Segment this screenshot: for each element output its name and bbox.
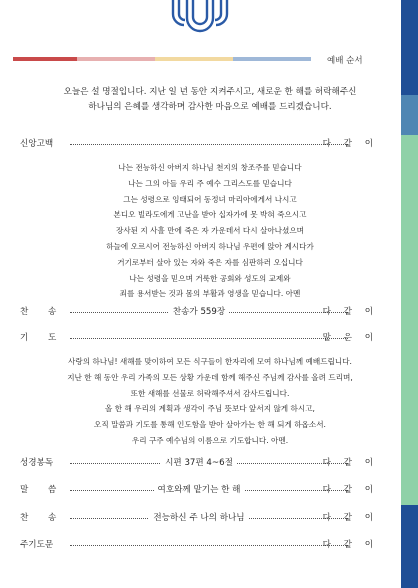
prayer-line: 지난 한 해 동안 우리 가족의 모든 상황 가운데 함께 해주신 주님께 감사를 올려 드리며, bbox=[67, 372, 353, 382]
creed-line: 나는 성령을 믿으며 거룩한 공회와 성도의 교제와 bbox=[129, 273, 291, 283]
hymn-title: 전능하신 주 나의 하나님 bbox=[149, 513, 248, 523]
creed-line: 장사된 지 사흘 만에 죽은 자 가운데서 다시 살아나셨으며 bbox=[115, 226, 305, 236]
stripe-segment bbox=[13, 57, 77, 61]
order-label-char: 도 bbox=[48, 333, 57, 343]
apostles-creed-text bbox=[20, 160, 400, 302]
order-row-hymn bbox=[20, 305, 378, 319]
order-label: 신앙고백 bbox=[20, 139, 54, 149]
church-logo-icon bbox=[165, 0, 235, 36]
order-leader: 맡 은 이 bbox=[322, 333, 378, 343]
order-leader: 다 같 이 bbox=[322, 540, 378, 550]
sidebar-segment bbox=[401, 505, 418, 588]
scripture-reference: 시편 37편 4~6절 bbox=[161, 458, 237, 468]
order-label-char: 말 bbox=[20, 485, 29, 495]
order-leader: 다 같 이 bbox=[322, 307, 378, 317]
order-leader: 다 같 이 bbox=[322, 458, 378, 468]
order-row-lords-prayer bbox=[20, 538, 378, 552]
order-row-sermon bbox=[20, 483, 378, 497]
order-label-char: 송 bbox=[48, 513, 57, 523]
stripe-segment bbox=[233, 57, 311, 61]
order-label bbox=[20, 331, 57, 343]
creed-line: 나는 그의 아들 우리 주 예수 그리스도를 믿습니다 bbox=[128, 178, 292, 188]
creed-line: 그는 성령으로 잉태되어 동정녀 마리아에게서 나시고 bbox=[123, 194, 297, 204]
creed-line: 거기로부터 살아 있는 자와 죽은 자를 심판하러 오십니다 bbox=[117, 257, 303, 267]
intro-paragraph bbox=[20, 85, 400, 115]
service-order-label: 예배 순서 bbox=[327, 56, 363, 66]
order-label-char: 찬 bbox=[20, 307, 29, 317]
prayer-line: 또한 새해를 선물로 허락해주셔서 감사드립니다. bbox=[130, 388, 290, 398]
sidebar-segment bbox=[401, 95, 418, 135]
order-leader: 다 같 이 bbox=[322, 485, 378, 495]
leader-dots bbox=[70, 144, 348, 145]
hymn-title: 찬송가 559장 bbox=[169, 307, 229, 317]
sidebar-segment bbox=[401, 0, 418, 95]
order-label: 주기도문 bbox=[20, 540, 54, 550]
order-label-char: 씀 bbox=[48, 485, 57, 495]
order-leader: 다 같 이 bbox=[322, 139, 378, 149]
order-label: 성경봉독 bbox=[20, 458, 54, 468]
prayer-text bbox=[20, 354, 400, 449]
sidebar-segment bbox=[401, 135, 418, 505]
creed-line: 죄를 용서받는 것과 몸의 부활과 영생을 믿습니다. 아멘 bbox=[119, 289, 301, 299]
order-row-creed bbox=[20, 137, 378, 151]
stripe-segment bbox=[155, 57, 233, 61]
order-label-char: 찬 bbox=[20, 513, 29, 523]
order-label-char: 송 bbox=[48, 307, 57, 317]
decorative-sidebar bbox=[401, 0, 418, 588]
order-row-hymn-closing bbox=[20, 511, 378, 525]
intro-line: 오늘은 설 명절입니다. 지난 일 년 동안 지켜주시고, 새로운 한 해를 허락해주신 bbox=[63, 87, 357, 97]
prayer-line: 우리 구주 예수님의 이름으로 기도합니다. 아멘. bbox=[131, 435, 289, 445]
stripe-segment bbox=[77, 57, 155, 61]
prayer-line: 올 한 해 우리의 계획과 생각이 주님 뜻보다 앞서지 않게 하시고, bbox=[105, 404, 315, 414]
prayer-line: 오직 말씀과 기도를 통해 인도함을 받아 살아가는 한 해 되게 하옵소서. bbox=[94, 420, 326, 430]
sermon-title: 여호와께 맡기는 한 해 bbox=[154, 485, 245, 495]
order-row-scripture bbox=[20, 456, 378, 470]
order-leader: 다 같 이 bbox=[322, 513, 378, 523]
order-row-prayer bbox=[20, 331, 378, 345]
intro-line: 하나님의 은혜를 생각하며 감사한 마음으로 예배를 드리겠습니다. bbox=[88, 102, 332, 112]
creed-line: 본디오 빌라도에게 고난을 받아 십자가에 못 박혀 죽으시고 bbox=[113, 210, 307, 220]
header-stripes bbox=[13, 57, 311, 61]
order-label-char: 기 bbox=[20, 333, 29, 343]
leader-dots bbox=[70, 338, 348, 339]
creed-line: 나는 전능하신 아버지 하나님 천지의 창조주를 믿습니다 bbox=[118, 163, 302, 172]
creed-line: 하늘에 오르시어 전능하신 아버지 하나님 우편에 앉아 계시다가 bbox=[106, 241, 314, 251]
prayer-line: 사랑의 하나님! 새해를 맞이하여 모든 식구들이 한자리에 모여 하나님께 예배드립니다. bbox=[68, 357, 352, 366]
leader-dots bbox=[70, 545, 348, 546]
